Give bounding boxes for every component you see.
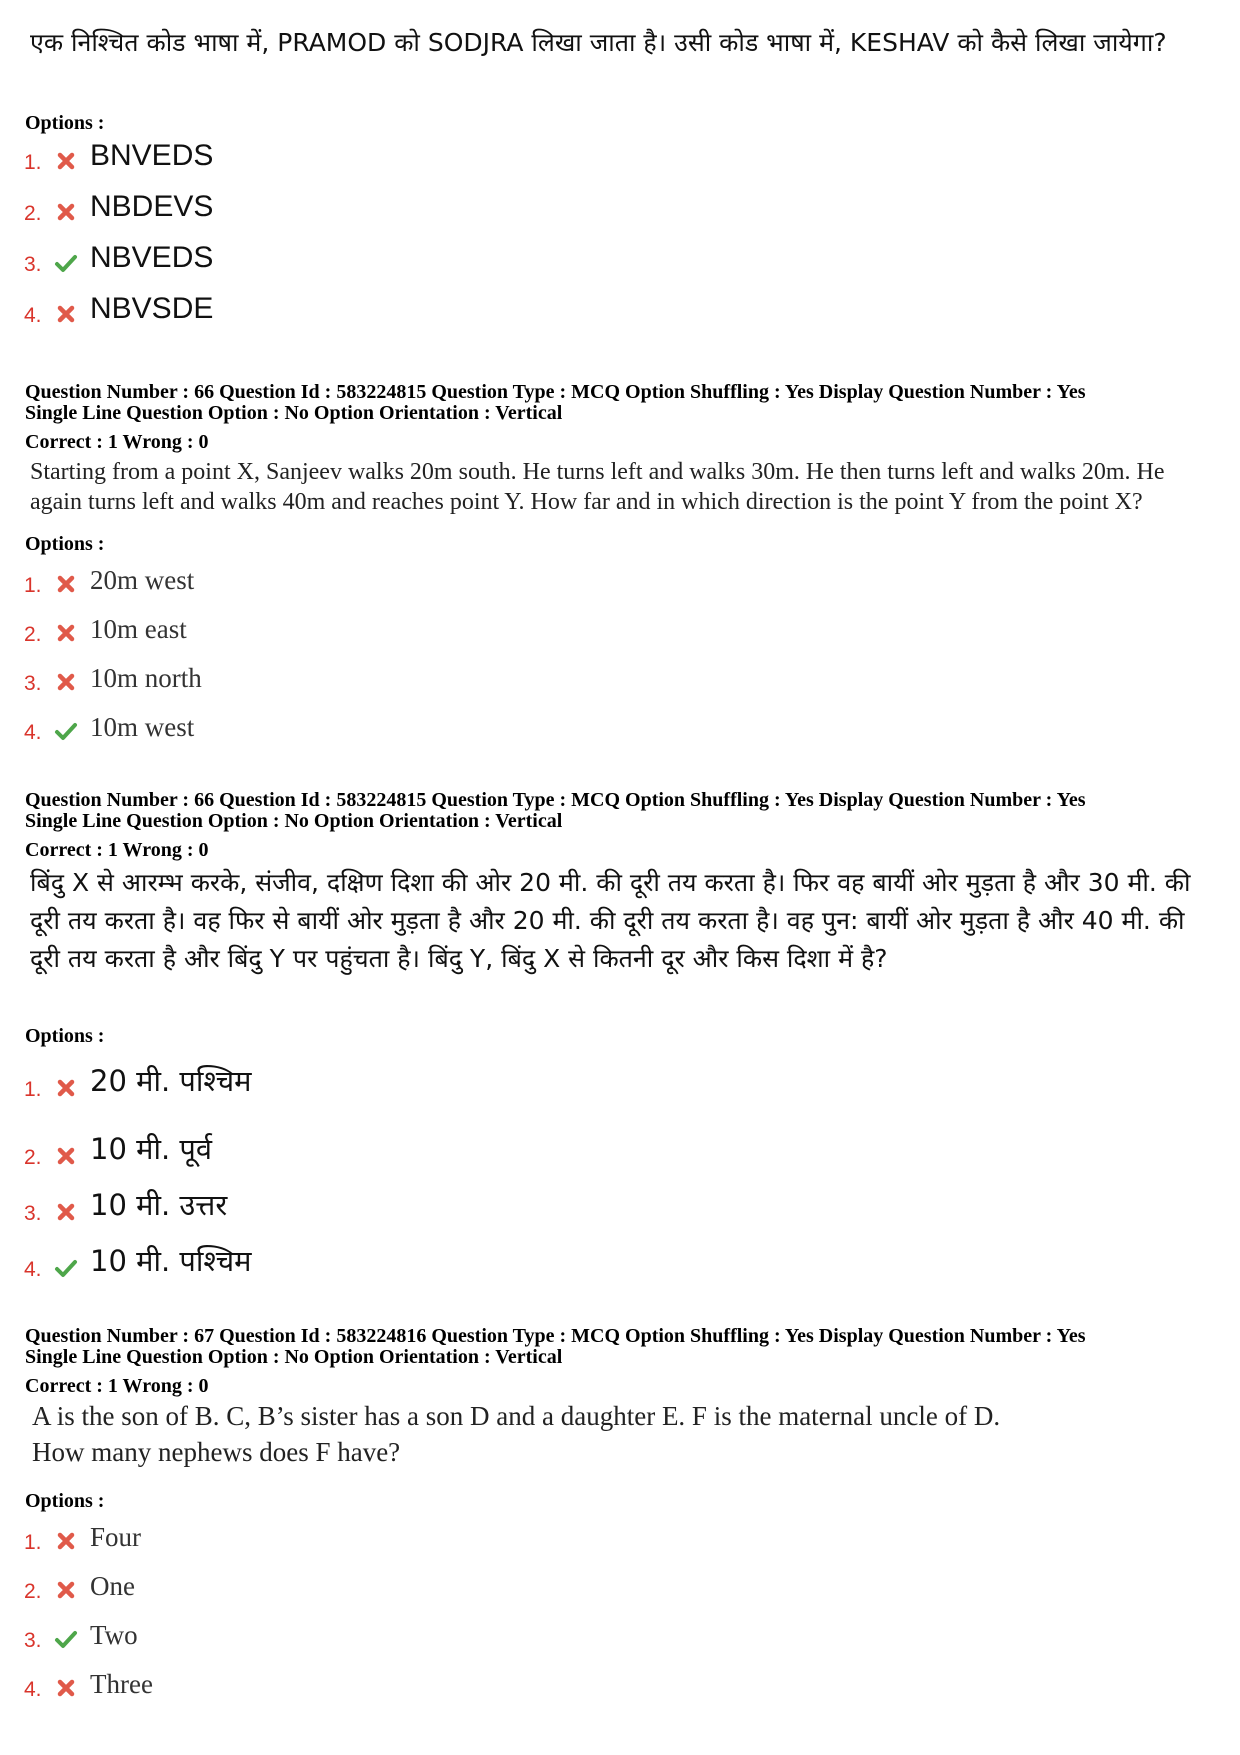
cross-icon — [54, 572, 78, 596]
option-number: 4. — [24, 1678, 42, 1701]
check-icon — [54, 719, 78, 743]
q66-en-meta-line2: Single Line Question Option : No Option Orientation : Vertical — [25, 402, 563, 424]
q66-en-marks: Correct : 1 Wrong : 0 — [25, 431, 209, 453]
option-text: 10m west — [90, 712, 195, 742]
cross-icon — [54, 200, 78, 224]
cross-icon — [54, 149, 78, 173]
option-number: 2. — [24, 1146, 42, 1169]
cross-icon — [54, 302, 78, 326]
option-row — [24, 607, 624, 651]
q67-en-meta-line1: Question Number : 67 Question Id : 583224816 Question Type : MCQ Option Shuffling : Yes Display Question Number : Yes — [25, 1325, 1086, 1347]
option-text: Four — [90, 1522, 142, 1552]
option-number: 1. — [24, 574, 42, 597]
q66-en-options-label: Options : — [25, 533, 105, 555]
check-icon — [54, 1256, 78, 1280]
option-text: NBDEVS — [90, 190, 214, 223]
option-row — [24, 1662, 624, 1706]
option-number: 3. — [24, 1629, 42, 1652]
option-row — [24, 186, 624, 230]
option-text: 10 मी. पूर्व — [90, 1132, 213, 1166]
q66-en-meta-line1: Question Number : 66 Question Id : 583224815 Question Type : MCQ Option Shuffling : Yes Display Question Number : Yes — [25, 381, 1086, 403]
q66-hi-question-text: बिंदु X से आरम्भ करके, संजीव, दक्षिण दिशा की ओर 20 मी. की दूरी तय करता है। फिर वह बायीं ओर मुड़ता है और 30 मी. की दूरी तय करता है। वह फिर से बायीं ओर मुड़ता है और 20 मी. की दूरी तय करता है। वह पुन: बायीं ओर मुड़ता है और 40 मी. की दूरी तय करता है और बिंदु Y पर पहुंचता है। बिंदु Y, बिंदु X से कितनी दूर और किस दिशा में है? — [30, 868, 1191, 973]
option-row — [24, 135, 624, 179]
option-row — [24, 656, 624, 700]
q66-hi-marks: Correct : 1 Wrong : 0 — [25, 839, 209, 861]
q66-hi-meta-line2: Single Line Question Option : No Option Orientation : Vertical — [25, 810, 563, 832]
option-number: 4. — [24, 304, 42, 327]
q65-hindi-question-text: एक निश्चित कोड भाषा में, PRAMOD को SODJRA लिखा जाता है। उसी कोड भाषा में, KESHAV को कैसे लिखा जायेगा? — [30, 28, 1167, 57]
check-icon — [54, 251, 78, 275]
cross-icon — [54, 1578, 78, 1602]
option-number: 1. — [24, 1078, 42, 1101]
option-row — [24, 288, 624, 332]
cross-icon — [54, 1144, 78, 1168]
option-number: 4. — [24, 1258, 42, 1281]
option-number: 4. — [24, 721, 42, 744]
option-number: 2. — [24, 1580, 42, 1603]
option-row — [24, 1242, 624, 1286]
cross-icon — [54, 1676, 78, 1700]
q67-en-question-line1: A is the son of B. C, B’s sister has a son D and a daughter E. F is the maternal uncle of D. — [32, 1401, 1001, 1431]
option-row — [24, 1515, 624, 1559]
option-number: 1. — [24, 1531, 42, 1554]
cross-icon — [54, 1200, 78, 1224]
check-icon — [54, 1627, 78, 1651]
option-number: 2. — [24, 623, 42, 646]
option-text: 20m west — [90, 565, 195, 595]
cross-icon — [54, 1529, 78, 1553]
cross-icon — [54, 670, 78, 694]
option-text: Two — [90, 1620, 138, 1650]
option-text: 10m north — [90, 663, 202, 693]
option-text: NBVEDS — [90, 241, 214, 274]
option-row — [24, 1130, 624, 1174]
option-row — [24, 1062, 624, 1106]
cross-icon — [54, 621, 78, 645]
q65-options-label: Options : — [25, 112, 105, 134]
q67-en-question-line2: How many nephews does F have? — [32, 1437, 401, 1467]
option-number: 3. — [24, 253, 42, 276]
option-row — [24, 237, 624, 281]
option-text: 10m east — [90, 614, 187, 644]
option-number: 3. — [24, 672, 42, 695]
option-row — [24, 558, 624, 602]
option-row — [24, 1564, 624, 1608]
q67-en-marks: Correct : 1 Wrong : 0 — [25, 1375, 209, 1397]
q66-hi-meta-line1: Question Number : 66 Question Id : 583224815 Question Type : MCQ Option Shuffling : Yes Display Question Number : Yes — [25, 789, 1086, 811]
q66-hi-options-label: Options : — [25, 1025, 105, 1047]
q67-en-options-label: Options : — [25, 1490, 105, 1512]
option-row — [24, 1186, 624, 1230]
q67-en-meta-line2: Single Line Question Option : No Option Orientation : Vertical — [25, 1346, 563, 1368]
option-text: Three — [90, 1669, 153, 1699]
option-number: 1. — [24, 151, 42, 174]
option-text: 10 मी. उत्तर — [90, 1188, 228, 1222]
option-row — [24, 705, 624, 749]
q66-en-question-text: Starting from a point X, Sanjeev walks 20m south. He turns left and walks 30m. He then turns left and walks 20m. He again turns left and walks 40m and reaches point Y. How far and in which direction is the point Y from the point X? — [30, 459, 1165, 515]
option-text: 10 मी. पश्चिम — [90, 1244, 252, 1278]
option-row — [24, 1613, 624, 1657]
option-text: BNVEDS — [90, 139, 214, 172]
option-text: One — [90, 1571, 135, 1601]
option-text: NBVSDE — [90, 292, 214, 325]
cross-icon — [54, 1076, 78, 1100]
option-number: 2. — [24, 202, 42, 225]
option-number: 3. — [24, 1202, 42, 1225]
option-text: 20 मी. पश्चिम — [90, 1064, 252, 1098]
